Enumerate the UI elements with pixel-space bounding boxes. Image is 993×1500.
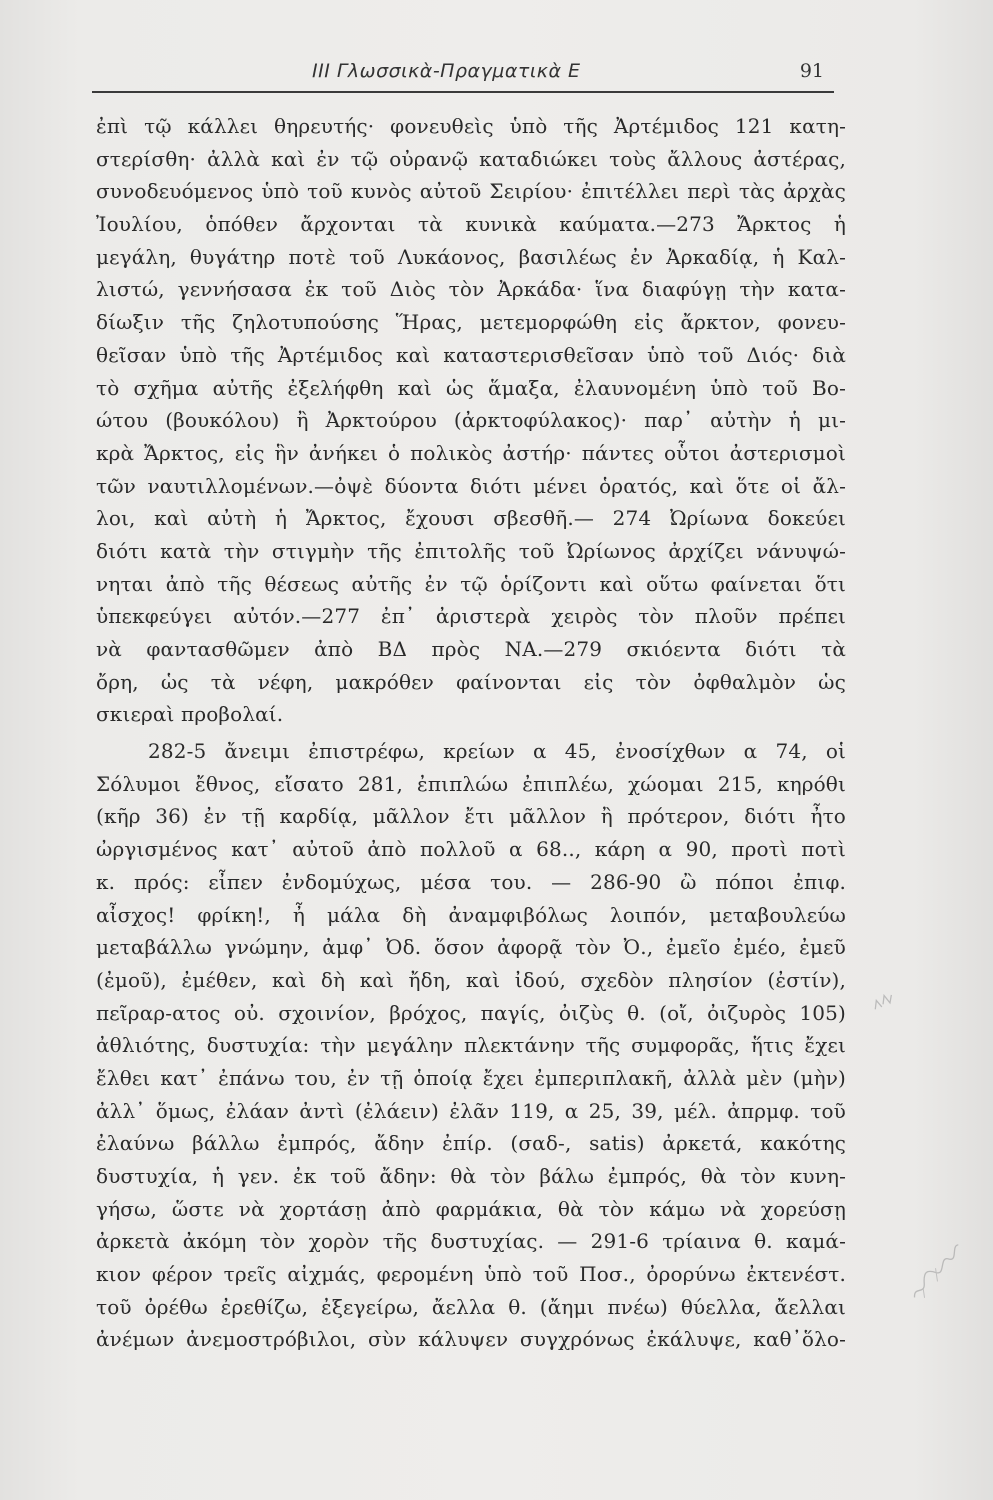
text-line: πεῖραρ-ατος οὐ. σχοινίον, βρόχος, παγίς, ὀιζὺς θ. (οἴ, ὀιζυρὸς 105) [96, 1000, 846, 1025]
text-line: Σόλυμοι ἔθνος, εἴσατο 281, ἐπιπλώω ἐπιπλέω, χώομαι 215, κηρόθι [96, 771, 846, 796]
text-line: ὄρη, ὡς τὰ νέφη, μακρόθεν φαίνονται εἰς τὸν ὀφθαλμὸν ὡς [96, 669, 846, 694]
text-line: δυστυχία, ἡ γεν. ἐκ τοῦ ἄδην: θὰ τὸν βάλω ἐμπρός, θὰ τὸν κυνη- [96, 1164, 846, 1188]
text-line: ἀλλ᾽ ὅμως, ἐλάαν ἀντὶ (ἐλάειν) ἐλᾶν 119, α 25, 39, μέλ. ἀπρμφ. τοῦ [96, 1098, 846, 1123]
text-line: συνοδευόμενος ὑπὸ τοῦ κυνὸς αὐτοῦ Σειρίου· ἐπιτέλλει περὶ τὰς ἀρχὰς [96, 179, 846, 204]
text-line: γήσω, ὥστε νὰ χορτάσῃ ἀπὸ φαρμάκια, θὰ τὸν κάμω νὰ χορεύσῃ [96, 1196, 846, 1221]
text-line: αἶσχος! φρίκη!, ἦ μάλα δὴ ἀναμφιβόλως λοιπόν, μεταβουλεύω [96, 902, 846, 927]
text-line: (ἐμοῦ), ἐμέθεν, καὶ δὴ καὶ ἤδη, καὶ ἰδού, σχεδὸν πλησίον (ἐστίν), [96, 967, 846, 992]
running-title: ΙΙΙ Γλωσσικὰ-Πραγματικὰ Ε [312, 60, 581, 82]
text-line: ἐλαύνω βάλλω ἐμπρός, ἄδην ἐπίρ. (σαδ-, satis) ἀρκετά, κακότης [96, 1131, 846, 1156]
header-rule [92, 91, 834, 93]
text-line [96, 1356, 846, 1389]
margin-pencil-mark [869, 989, 900, 1020]
text-line: θεῖσαν ὑπὸ τῆς Ἀρτέμιδος καὶ καταστερισθεῖσαν ὑπὸ τοῦ Διός· διὰ [96, 342, 846, 367]
text-line: 282-5 ἄνειμι ἐπιστρέφω, κρείων α 45, ἐνοσίχθων α 74, οἱ [148, 739, 846, 764]
text-line: σκιεραὶ προβολαί. [96, 702, 284, 727]
text-line: κρὰ Ἄρκτος, εἰς ἣν ἀνήκει ὁ πολικὸς ἀστήρ· πάντες οὗτοι ἀστερισμοὶ [96, 440, 846, 465]
margin-pencil-scribble [896, 1234, 979, 1310]
text-line: ἐπὶ τῷ κάλλει θηρευτής· φονευθεὶς ὑπὸ τῆς Ἀρτέμιδος 121 κατη- [96, 114, 846, 138]
text-line: τοῦ ὀρέθω ἐρεθίζω, ἐξεγείρω, ἄελλα θ. (ἄημι πνέω) θύελλα, ἄελλαι [96, 1294, 846, 1319]
page-number: 91 [799, 60, 824, 82]
text-line: τὸ σχῆμα αὐτῆς ἐξελήφθη καὶ ὡς ἅμαξα, ἐλαυνομένη ὑπὸ τοῦ Βο- [96, 375, 846, 400]
page-header [92, 60, 824, 88]
text-line: κιον φέρον τρεῖς αἰχμάς, φερομένη ὑπὸ τοῦ Ποσ., ὀρορύνω ἐκτενέστ. [96, 1262, 846, 1287]
text-line: μεγάλη, θυγάτηρ ποτὲ τοῦ Λυκάονος, βασιλέως ἐν Ἀρκαδίᾳ, ἡ Καλ- [96, 244, 846, 269]
text-line: ώτου (βουκόλου) ἢ Ἀρκτούρου (ἀρκτοφύλακος)· παρ᾽ αὐτὴν ἡ μι- [96, 408, 846, 433]
text-line: ἀρκετὰ ἀκόμη τὸν χορὸν τῆς δυστυχίας. — 291-6 τρίαινα θ. καμά- [96, 1229, 846, 1254]
text-line: ὑπεκφεύγει αὐτόν.—277 ἐπ᾽ ἀριστερὰ χειρὸς τὸν πλοῦν πρέπει [96, 604, 846, 629]
text-line: μεταβάλλω γνώμην, ἀμφ᾽ Ὀδ. ὅσον ἀφορᾷ τὸν Ὀ., ἐμεῖο ἐμέο, ἐμεῦ [96, 935, 846, 960]
text-line: ἀθλιότης, δυστυχία: τὴν μεγάλην πλεκτάνην τῆς συμφορᾶς, ἥτις ἔχει [96, 1033, 846, 1058]
text-line: διότι κατὰ τὴν στιγμὴν τῆς ἐπιτολῆς τοῦ Ὠρίωνος ἀρχίζει νάνυψώ- [96, 538, 846, 563]
text-line: κ. πρός: εἶπεν ἐνδομύχως, μέσα του. — 286-90 ὢ πόποι ἐπιφ. [96, 869, 846, 894]
text-line: λιστώ, γεννήσασα ἐκ τοῦ Διὸς τὸν Ἀρκάδα· ἵνα διαφύγῃ τὴν κατα- [96, 277, 846, 302]
text-line: (κῆρ 36) ἐν τῇ καρδίᾳ, μᾶλλον ἔτι μᾶλλον ἢ πρότερον, διότι ἦτο [96, 804, 846, 829]
body-text [96, 110, 846, 1389]
text-line: Ἰουλίου, ὁπόθεν ἄρχονται τὰ κυνικὰ καύματα.—273 Ἄρκτος ἡ [96, 212, 846, 237]
text-line: λοι, καὶ αὐτὴ ἡ Ἄρκτος, ἔχουσι σβεσθῆ.— 274 Ὠρίωνα δοκεύει [96, 506, 846, 531]
text-line: ὠργισμένος κατ᾽ αὐτοῦ ἀπὸ πολλοῦ α 68.., κάρη α 90, προτὶ ποτὶ [96, 837, 846, 862]
text-line: στερίσθη· ἀλλὰ καὶ ἐν τῷ οὐρανῷ καταδιώκει τοὺς ἄλλους ἀστέρας, [96, 146, 846, 171]
text-line: νὰ φαντασθῶμεν ἀπὸ ΒΔ πρὸς ΝΑ.—279 σκιόεντα διότι τὰ [96, 637, 846, 661]
text-line: ἀνέμων ἀνεμοστρόβιλοι, σὺν κάλυψεν συγχρόνως ἐκάλυψε, καθ᾽ὅλο- [96, 1327, 846, 1352]
text-line: νηται ἀπὸ τῆς θέσεως αὐτῆς ἐν τῷ ὁρίζοντι καὶ οὕτω φαίνεται ὅτι [96, 571, 846, 596]
text-line: τῶν ναυτιλλομένων.—ὀψὲ δύοντα διότι μένει ὁρατός, καὶ ὅτε οἱ ἄλ- [96, 473, 846, 498]
text-line: ἔλθει κατ᾽ ἐπάνω του, ἐν τῇ ὁποίᾳ ἔχει ἐμπεριπλακῆ, ἀλλὰ μὲν (μὴν) [96, 1065, 846, 1090]
text-line: δίωξιν τῆς ζηλοτυπούσης Ἥρας, μετεμορφώθη εἰς ἄρκτον, φονευ- [96, 310, 846, 335]
